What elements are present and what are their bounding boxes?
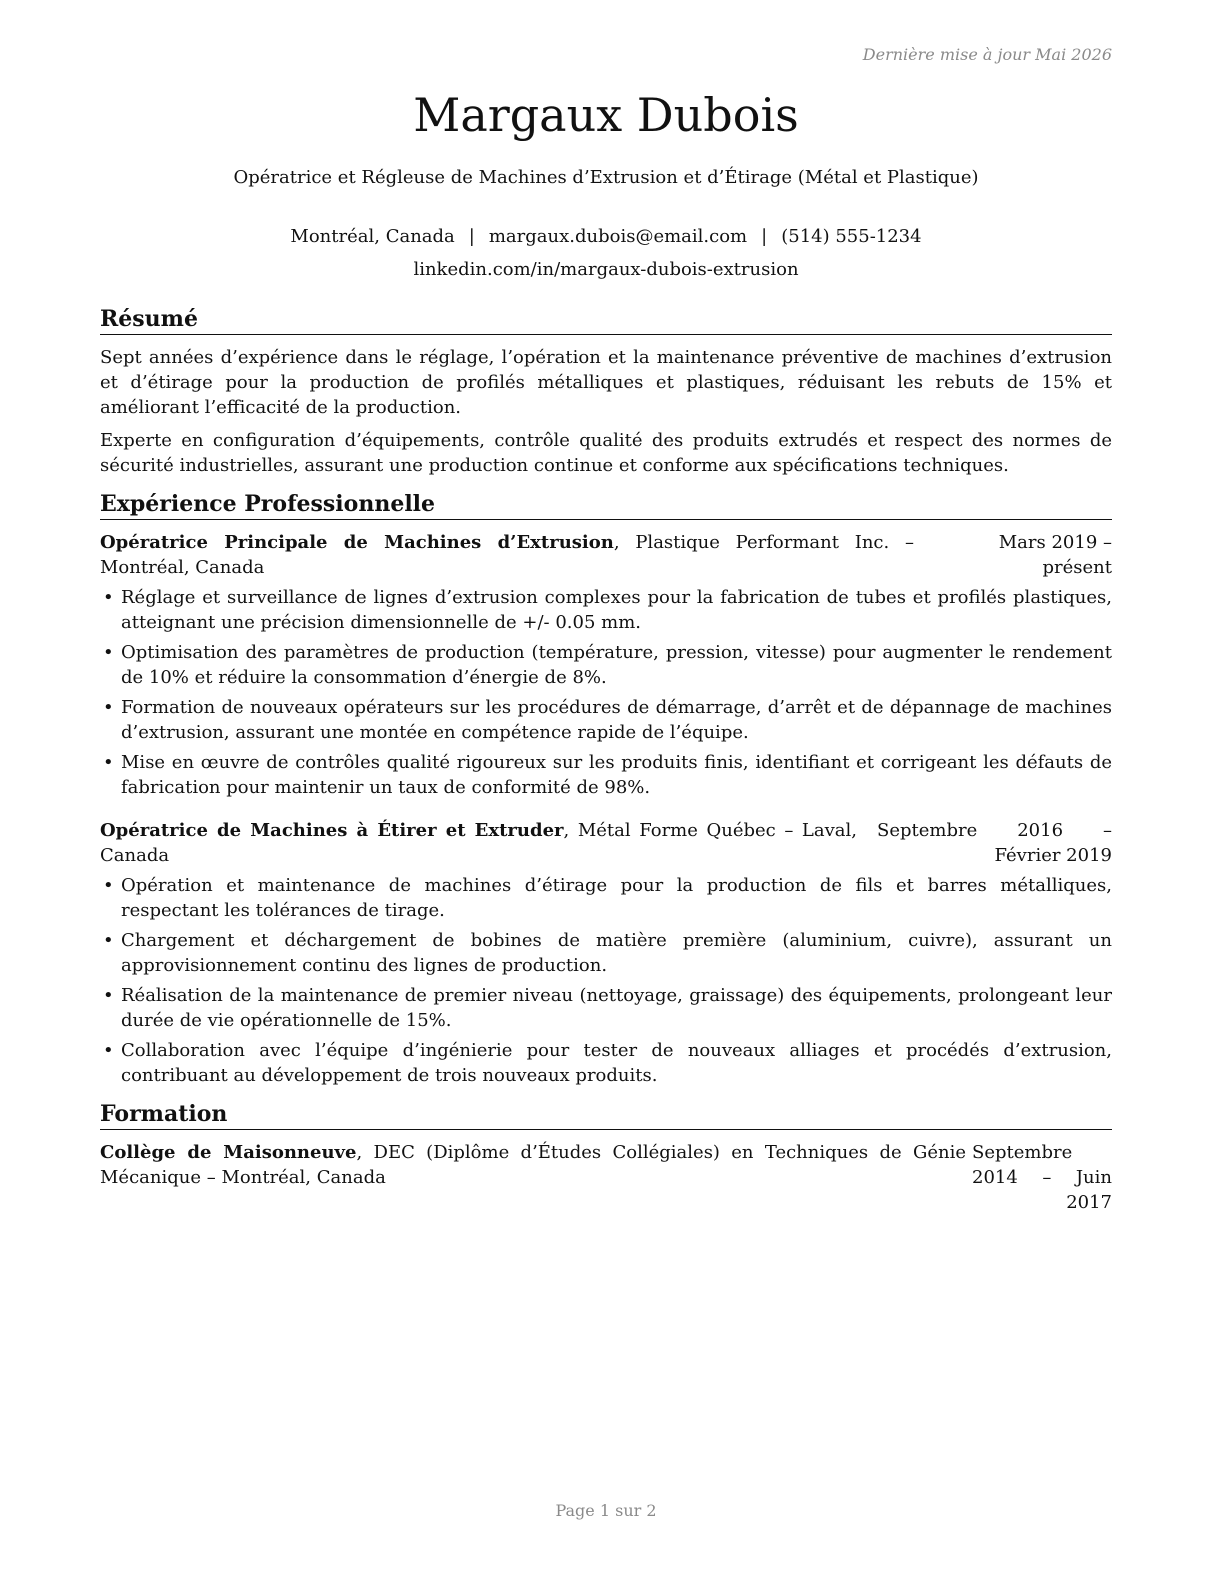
job-title: Opératrice et Régleuse de Machines d’Extrusion et d’Étirage (Métal et Plastique) <box>233 167 979 188</box>
education-dates: Septembre 2014 – Juin 2017 <box>972 1142 1112 1213</box>
job-company: , Métal Forme Québec – Laval, Canada <box>100 820 857 866</box>
job-dates: Septembre 2016 – Février 2019 <box>877 820 1112 866</box>
list-item: • Optimisation des paramètres de production (température, pression, vitesse) pour augmenter le rendement de 10% et réduire la consommation d’énergie de 8%. <box>100 640 1112 690</box>
list-item: • Opération et maintenance de machines d’étirage pour la production de fils et barres métalliques, respectant les tolérances de tirage. <box>100 873 1112 923</box>
summary-paragraph: Experte en configuration d’équipements, contrôle qualité des produits extrudés et respect des normes de sécurité industrielles, assurant une production continue et conforme aux spécifications techniques. <box>100 430 1112 476</box>
education-entry <box>100 1140 1112 1215</box>
phone: (514) 555-1234 <box>781 226 922 247</box>
job-header <box>100 818 1112 868</box>
email-link[interactable]: margaux.dubois@email.com <box>488 226 748 247</box>
section-heading: Expérience Professionnelle <box>100 490 1112 520</box>
school-name: Collège de Maisonneuve <box>100 1142 357 1163</box>
job-title-company <box>100 818 877 868</box>
list-item: • Collaboration avec l’équipe d’ingénierie pour tester de nouveaux alliages et procédés d’extrusion, contribuant au développement de trois nouveaux produits. <box>100 1038 1112 1088</box>
section-heading: Résumé <box>100 305 1112 335</box>
linkedin-link[interactable]: linkedin.com/in/margaux-dubois-extrusion <box>413 259 799 280</box>
summary-paragraph: Sept années d’expérience dans le réglage, l’opération et la maintenance préventive de machines d’extrusion et d’étirage pour la production de profilés métalliques et plastiques, réduisant les rebuts de 15% et améliorant l’efficacité de la production. <box>100 347 1112 418</box>
job-bullets <box>100 585 1112 800</box>
page-number: Page 1 sur 2 <box>555 1501 657 1520</box>
section-heading: Formation <box>100 1100 1112 1130</box>
experience-section <box>100 490 1112 1088</box>
resume-page <box>100 0 1112 1584</box>
separator: | <box>468 226 475 247</box>
job-entry <box>100 818 1112 1088</box>
contact-line <box>100 220 1112 253</box>
job-title-company <box>100 530 934 580</box>
degree: , DEC (Diplôme d’Études Collégiales) en Techniques de Génie Mécanique – Montréal, Canada <box>100 1142 966 1188</box>
contact-info <box>100 220 1112 286</box>
job-header <box>100 530 1112 580</box>
list-item: • Mise en œuvre de contrôles qualité rigoureux sur les produits finis, identifiant et corrigeant les défauts de fabrication pour maintenir un taux de conformité de 98%. <box>100 750 1112 800</box>
last-updated: Dernière mise à jour Mai 2026 <box>862 45 1112 64</box>
resume-content <box>100 305 1112 1227</box>
list-item: • Réalisation de la maintenance de premier niveau (nettoyage, graissage) des équipements, prolongeant leur durée de vie opérationnelle de 15%. <box>100 983 1112 1033</box>
job-bullets <box>100 873 1112 1088</box>
education-school-degree <box>100 1140 972 1190</box>
summary-section <box>100 305 1112 478</box>
list-item: • Réglage et surveillance de lignes d’extrusion complexes pour la fabrication de tubes et profilés plastiques, atteignant une précision dimensionnelle de +/- 0.05 mm. <box>100 585 1112 635</box>
job-dates: Mars 2019 – présent <box>998 532 1112 578</box>
education-section <box>100 1100 1112 1215</box>
job-entry <box>100 530 1112 800</box>
separator: | <box>761 226 768 247</box>
location: Montréal, Canada <box>290 226 455 247</box>
job-role: Opératrice de Machines à Étirer et Extruder <box>100 820 564 841</box>
job-company: , Plastique Performant Inc. – Montréal, Canada <box>100 532 914 578</box>
job-role: Opératrice Principale de Machines d’Extrusion <box>100 532 614 553</box>
list-item: • Formation de nouveaux opérateurs sur les procédures de démarrage, d’arrêt et de dépannage de machines d’extrusion, assurant une montée en compétence rapide de l’équipe. <box>100 695 1112 745</box>
candidate-name: Margaux Dubois <box>413 88 799 142</box>
list-item: • Chargement et déchargement de bobines de matière première (aluminium, cuivre), assurant un approvisionnement continu des lignes de production. <box>100 928 1112 978</box>
